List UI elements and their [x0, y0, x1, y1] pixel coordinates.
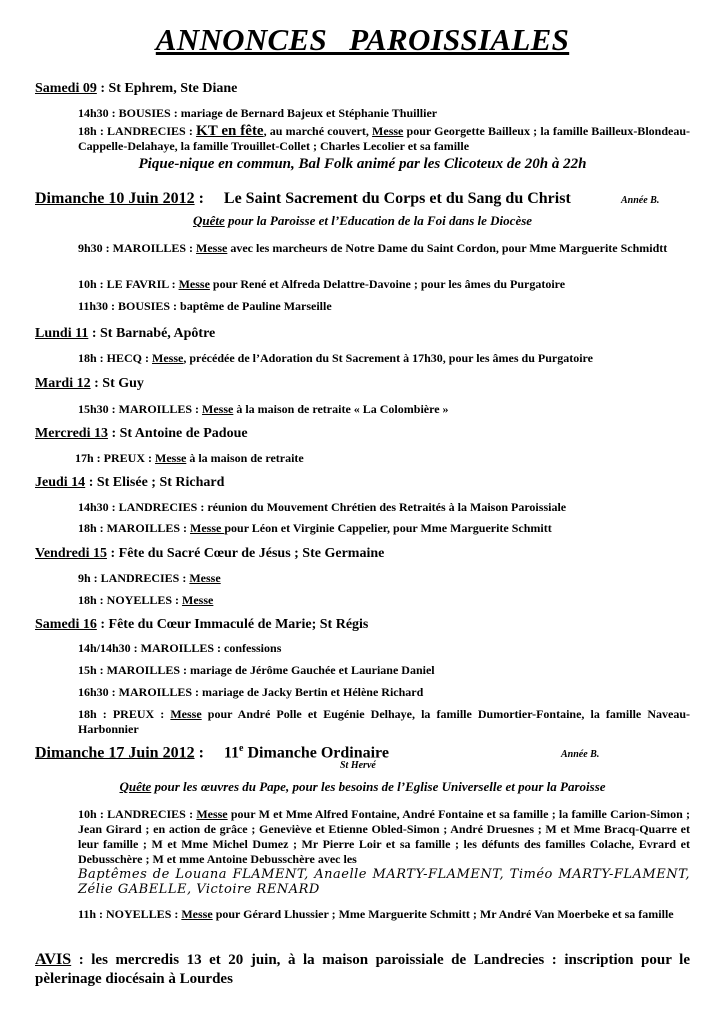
event-time-place: 15h30 : MAROILLES :: [78, 402, 203, 416]
saints: St Antoine de Padoue: [119, 426, 248, 441]
day-heading-lundi-11: [35, 326, 215, 342]
messe-label: Messe: [196, 241, 228, 255]
event-line: 14h30 : LANDRECIES : réunion du Mouvement Chrétien des Retraités à la Maison Paroissiale: [78, 500, 567, 514]
event-line: [78, 707, 690, 737]
day-label: Mercredi 13: [35, 426, 108, 441]
kt-en-fete: KT en fête: [196, 123, 264, 139]
event-text: , précédée de l’Adoration du St Sacrement à 17h30, pour les âmes du Purgatoire: [183, 351, 593, 365]
event-line: [78, 124, 690, 154]
saint-of-day: St Hervé: [340, 760, 376, 771]
day-heading-mercredi-13: [35, 426, 248, 442]
day-heading-samedi-09: [35, 81, 237, 97]
event-line: 16h30 : MAROILLES : mariage de Jacky Bertin et Hélène Richard: [78, 685, 424, 699]
event-line: [78, 593, 690, 608]
event-text: à la maison de retraite: [186, 451, 304, 465]
quete-line: [0, 213, 725, 229]
separator: :: [88, 326, 100, 341]
day-label: Samedi 16: [35, 617, 97, 632]
event-time-place: 18h : PREUX :: [78, 707, 171, 721]
day-label: Samedi 09: [35, 81, 97, 96]
picnic-announcement: Pique-nique en commun, Bal Folk animé par les Clicoteux de 20h à 22h: [138, 156, 587, 172]
messe-label: Messe: [372, 124, 404, 138]
separator: :: [90, 376, 103, 391]
event-line: [78, 521, 690, 536]
saints: Fête du Cœur Immaculé de Marie; St Régis: [108, 617, 369, 632]
quete-line: [0, 779, 725, 795]
day-heading-vendredi-15: [35, 546, 384, 562]
messe-label: Messe: [152, 351, 184, 365]
separator: :: [96, 81, 109, 96]
quete-label: Quête: [192, 213, 225, 228]
avis-notice: [35, 950, 690, 989]
baptemes-list: Baptêmes de Louana FLAMENT, Anaelle MARTY-FLAMENT, Timéo MARTY-FLAMENT, Zélie GABELLE, Victoire RENARD: [78, 867, 690, 897]
sunday-number: 11: [223, 744, 240, 762]
event-line: 15h : MAROILLES : mariage de Jérôme Gauchée et Lauriane Daniel: [78, 663, 435, 677]
event-time-place: 10h : LE FAVRIL :: [78, 277, 179, 291]
quete-text: pour les œuvres du Pape, pour les besoins de l’Eglise Universelle et pour la Paroisse: [151, 779, 606, 794]
messe-label: Messe: [189, 571, 221, 585]
messe-label: Messe: [196, 807, 228, 821]
event-line: [78, 571, 690, 586]
separator: :: [85, 475, 97, 490]
event-time-place: 18h : MAROILLES :: [78, 521, 191, 535]
event-text: pour René et Alfreda Delattre-Davoine ; pour les âmes du Purgatoire: [209, 277, 566, 291]
feast-name: Dimanche Ordinaire: [243, 744, 389, 762]
day-label: Vendredi 15: [35, 546, 107, 561]
event-text: avec les marcheurs de Notre Dame du Saint Cordon, pour Mme Marguerite Schmidtt: [227, 241, 668, 255]
saints: Fête du Sacré Cœur de Jésus ; Ste Germaine: [118, 546, 385, 561]
messe-label: Messe: [182, 593, 214, 607]
event-text: , au marché couvert,: [263, 124, 373, 138]
event-line: [78, 402, 690, 417]
ordinal-suffix: e: [239, 743, 244, 754]
day-label: Dimanche 17 Juin 2012: [35, 744, 195, 762]
messe-label: Messe: [170, 707, 202, 721]
saints: St Ephrem, Ste Diane: [108, 81, 238, 96]
separator: :: [194, 190, 224, 207]
avis-label: AVIS: [35, 951, 72, 968]
event-line: 11h30 : BOUSIES : baptême de Pauline Marseille: [78, 299, 332, 313]
avis-text: : les mercredis 13 et 20 juin, à la maison paroissiale de Landrecies : inscription pour le pèlerinage diocésain à Lourdes: [35, 952, 690, 987]
messe-label: Messe: [190, 521, 225, 535]
day-heading-mardi-12: [35, 376, 144, 392]
day-heading-samedi-16: [35, 617, 368, 633]
quete-label: Quête: [119, 779, 152, 794]
day-label: Dimanche 10 Juin 2012: [35, 190, 195, 207]
separator: :: [107, 426, 120, 441]
event-line: [75, 451, 687, 466]
day-label: Lundi 11: [35, 326, 89, 341]
messe-label: Messe: [178, 277, 210, 291]
event-text: pour M et Mme Alfred Fontaine, André Fontaine et sa famille ; la famille Carion-Simon ; Jean Girard ; en action de grâce ; Geneviève et Etienne Obled-Simon ; André Druesnes ; M et Mme Bracq-Quarre et leur famille ; M et Mme Michel Dumez ; Mr Pierre Loir et sa famille ; les défunts des familles Colache, Evrard et Debusschère ; M et mme Antoine Debusschère avec les: [78, 807, 690, 866]
separator: :: [194, 744, 224, 762]
event-time-place: 18h : NOYELLES :: [78, 593, 183, 607]
day-heading-jeudi-14: [35, 475, 224, 491]
event-line: [78, 807, 690, 897]
page-title: ANNONCES PAROISSIALES: [155, 22, 570, 57]
event-line: [78, 907, 690, 922]
event-time-place: 9h30 : MAROILLES :: [78, 241, 197, 255]
event-text: à la maison de retraite « La Colombière »: [233, 402, 449, 416]
saints: St Barnabé, Apôtre: [100, 326, 216, 341]
quete-text: pour la Paroisse et l’Education de la Foi dans le Diocèse: [224, 213, 533, 228]
separator: :: [106, 546, 119, 561]
liturgical-year: Année B.: [561, 749, 600, 760]
feast-name: Le Saint Sacrement du Corps et du Sang du Christ: [223, 190, 571, 207]
saints: St Elisée ; St Richard: [96, 475, 225, 490]
messe-label: Messe: [202, 402, 234, 416]
event-text: pour André Polle et Eugénie Delhaye, la famille Dumortier-Fontaine, la famille Naveau-Harbonnier: [78, 707, 691, 736]
event-time-place: 18h : HECQ :: [78, 351, 153, 365]
event-time-place: 10h : LANDRECIES :: [78, 807, 197, 821]
event-text: pour Georgette Bailleux ; la famille Bailleux-Blondeau-Cappelle-Delahaye, la famille Trouillet-Collet ; Charles Lecolier et sa famille: [78, 124, 690, 153]
event-line: 14h/14h30 : MAROILLES : confessions: [78, 641, 282, 655]
event-line: [78, 351, 690, 366]
day-heading-dimanche-17: [35, 743, 389, 762]
liturgical-year: Année B.: [621, 195, 660, 206]
event-line: [78, 277, 690, 292]
event-text: pour Léon et Virginie Cappelier, pour Mme Marguerite Schmitt: [224, 521, 552, 535]
event-time-place: 18h : LANDRECIES :: [78, 124, 197, 138]
day-heading-dimanche-10: [35, 190, 571, 208]
day-label: Jeudi 14: [35, 475, 86, 490]
separator: :: [96, 617, 109, 632]
event-line: [78, 241, 690, 256]
messe-label: Messe: [155, 451, 187, 465]
saints: St Guy: [102, 376, 144, 391]
event-text: pour Gérard Lhussier ; Mme Marguerite Schmitt ; Mr André Van Moerbeke et sa famille: [212, 907, 674, 921]
messe-label: Messe: [181, 907, 213, 921]
day-label: Mardi 12: [35, 376, 91, 391]
event-line: 14h30 : BOUSIES : mariage de Bernard Bajeux et Stéphanie Thuillier: [78, 106, 438, 120]
event-time-place: 9h : LANDRECIES :: [78, 571, 190, 585]
event-time-place: 17h : PREUX :: [75, 451, 155, 465]
event-time-place: 11h : NOYELLES :: [78, 907, 182, 921]
